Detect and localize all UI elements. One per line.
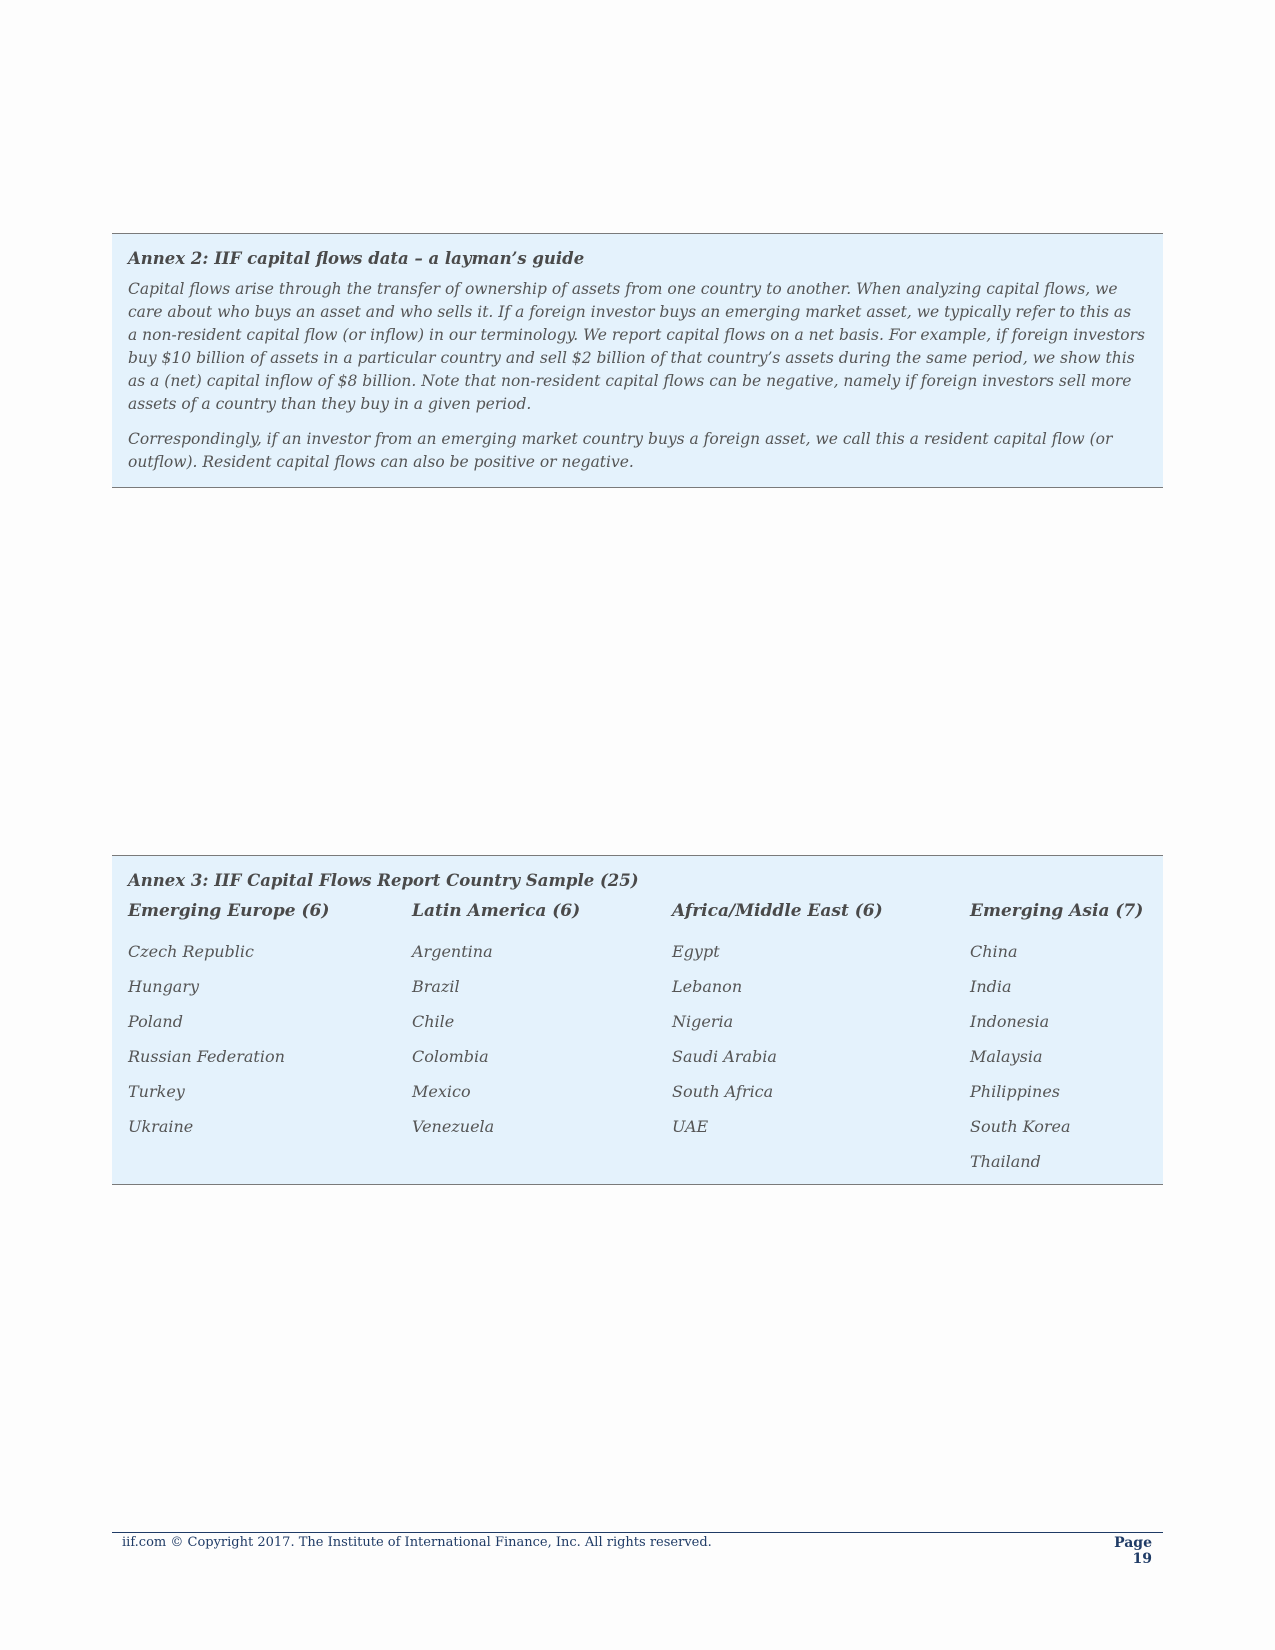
country-item: Mexico (412, 1082, 471, 1101)
country-item: Brazil (412, 977, 460, 996)
page-number: Page 19 (1114, 1535, 1152, 1567)
country-item: Indonesia (970, 1012, 1050, 1031)
column-africa-middle-east (672, 900, 883, 1144)
country-item: Turkey (128, 1082, 185, 1101)
country-item: Colombia (412, 1047, 489, 1066)
annex-2-box (112, 233, 1163, 488)
country-item: India (970, 977, 1012, 996)
column-heading: Emerging Asia (7) (970, 901, 1144, 921)
annex-3-title: Annex 3: IIF Capital Flows Report Country Sample (25) (128, 871, 639, 890)
column-heading: Africa/Middle East (6) (672, 901, 883, 921)
country-item: South Korea (970, 1117, 1071, 1136)
country-item: UAE (672, 1117, 709, 1136)
country-item: China (970, 942, 1018, 961)
column-heading: Latin America (6) (412, 901, 581, 921)
column-emerging-europe (128, 900, 329, 1144)
country-item: Poland (128, 1012, 183, 1031)
country-item: Venezuela (412, 1117, 495, 1136)
country-item: Philippines (970, 1082, 1061, 1101)
country-item: Hungary (128, 977, 200, 996)
annex-2-title: Annex 2: IIF capital flows data – a layman’s guide (128, 249, 585, 268)
country-item: Argentina (412, 942, 493, 961)
country-item: Czech Republic (128, 942, 254, 961)
country-item: Thailand (970, 1152, 1041, 1171)
country-item: Ukraine (128, 1117, 194, 1136)
country-item: Russian Federation (128, 1047, 285, 1066)
annex-2-paragraph-1: Capital flows arise through the transfer of ownership of assets from one country to another. When analyzing capital flows, we care about who buys an asset and who sells it. If a foreign investor buys an emerging market asset, we typically refer to this as a non-resident capital flow (or inflow) in our terminology. We report capital flows on a net basis. For example, if foreign investors buy $10 billion of assets in a particular country and sell $2 billion of that country’s assets during the same period, we show this as a (net) capital inflow of $8 billion. Note that non-resident capital flows can be negative, namely if foreign investors sell more assets of a country than they buy in a given period. (128, 280, 1145, 413)
annex-2-paragraph-2: Correspondingly, if an investor from an emerging market country buys a foreign asset, we call this a resident capital flow (or outflow). Resident capital flows can also be positive or negative. (128, 430, 1113, 471)
country-item: Chile (412, 1012, 455, 1031)
column-heading: Emerging Europe (6) (128, 901, 330, 921)
country-item: South Africa (672, 1082, 774, 1101)
country-item: Nigeria (672, 1012, 734, 1031)
country-item: Lebanon (672, 977, 743, 996)
country-sample-table (128, 900, 1145, 1170)
footer-copyright: iif.com © Copyright 2017. The Institute of International Finance, Inc. All rights reserved. (122, 1535, 712, 1550)
country-item: Malaysia (970, 1047, 1043, 1066)
column-latin-america (412, 900, 580, 1144)
column-emerging-asia (970, 900, 1143, 1179)
country-item: Egypt (672, 942, 720, 961)
country-item: Saudi Arabia (672, 1047, 777, 1066)
annex-3-box (112, 855, 1163, 1185)
footer-divider (112, 1532, 1163, 1533)
